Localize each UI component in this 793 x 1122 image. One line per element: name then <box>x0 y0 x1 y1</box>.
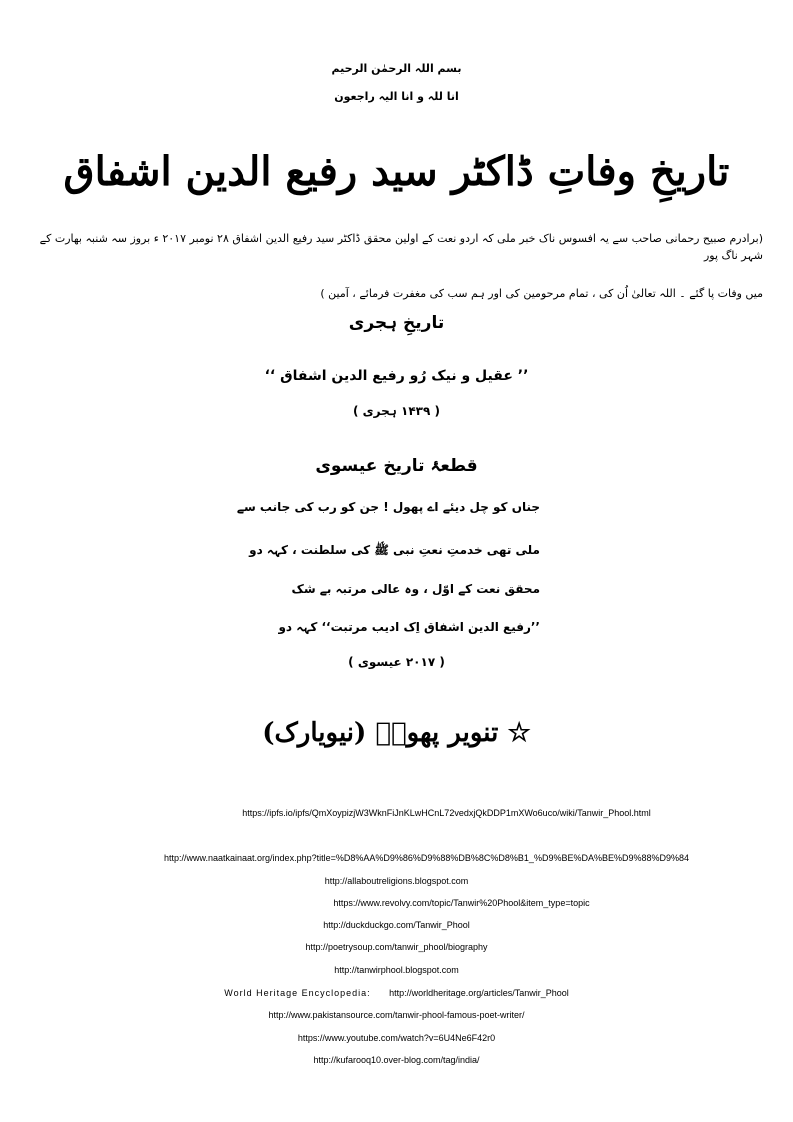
link-overblog[interactable]: http://kufarooq10.over-blog.com/tag/india/ <box>313 1055 480 1065</box>
world-heritage-label: World Heritage Encyclopedia: <box>224 988 371 998</box>
bismillah: بسم اللہ الرحمٰن الرحیم <box>331 62 462 75</box>
poem-line-3: محقق نعت کے اوّل ، وہ عالی مرتبہ بے شک <box>291 582 540 596</box>
poem-line-2: ملی تھی خدمتِ نعتِ نبی ﷺ کی سلطنت ، کہہ دو <box>249 543 540 557</box>
eesvi-heading: قطعۂ تاریخ عیسوی <box>315 456 478 476</box>
eesvi-year: ( ۲۰۱۷ عیسوی ) <box>348 655 445 669</box>
link-revolvy[interactable]: https://www.revolvy.com/topic/Tanwir%20Phool&item_type=topic <box>333 898 590 908</box>
link-youtube[interactable]: https://www.youtube.com/watch?v=6U4Ne6F42r0 <box>297 1033 496 1043</box>
link-blogspot[interactable]: http://tanwirphool.blogspot.com <box>334 965 459 975</box>
inna-lillah: انا للہ و انا الیہ راجعون <box>334 90 459 103</box>
link-poetrysoup[interactable]: http://poetrysoup.com/tanwir_phool/biography <box>305 942 488 952</box>
link-pakistansource[interactable]: http://www.pakistansource.com/tanwir-phool-famous-poet-writer/ <box>268 1010 525 1020</box>
page-title: تاریخِ وفاتِ ڈاکٹر سید رفیع الدین اشفاق <box>63 148 730 195</box>
link-duckduckgo[interactable]: http://duckduckgo.com/Tanwir_Phool <box>323 920 470 930</box>
hijri-heading: تاریخِ ہجری <box>348 313 445 333</box>
hijri-verse: ’’ عقیل و نیک رُو رفیع الدین اشفاق ‘‘ <box>264 368 529 384</box>
link-ipfs[interactable]: https://ipfs.io/ipfs/QmXoypizjW3WknFiJnKLwHCnL72vedxjQkDDP1mXWo6uco/wiki/Tanwir_Phool.html <box>242 808 651 818</box>
intro-line-1: (برادرم صبیح رحمانی صاحب سے یہ افسوس ناک خبر ملی کہ اردو نعت کے اولین محقق ڈاکٹر سید رفیع الدین اشفاق ۲۸ نومبر ۲۰۱۷ ء بروز سہ شنبہ بھارت کے شہر ناگ پور <box>39 232 763 262</box>
poem-line-4: ’’رفیع الدین اشفاق اِک ادیب مرتبت‘‘ کہہ دو <box>278 620 540 634</box>
link-naatkainaat[interactable]: http://www.naatkainaat.org/index.php?title=%D8%AA%D9%86%D9%88%DB%8C%D8%B1_%D9%BE%DA%BE%D9%88%D9%84 <box>163 853 690 863</box>
poem-line-1: جناں کو چل دیئے اے پھول ! جن کو رب کی جانب سے <box>236 500 540 514</box>
intro-line-2: میں وفات پا گئے ۔ اللہ تعالیٰ اُن کی ، تمام مرحومین کی اور ہم سب کی مغفرت فرمائے ، آمین ) <box>320 287 763 300</box>
hijri-year: ( ۱۴۳۹ ہجری ) <box>353 404 440 418</box>
poet-signature: ☆ تنویر پھولؔ (نیویارک) <box>262 718 531 748</box>
link-worldheritage[interactable]: http://worldheritage.org/articles/Tanwir_Phool <box>389 988 569 998</box>
world-heritage-row <box>0 988 793 998</box>
link-allaboutreligions[interactable]: http://allaboutreligions.blogspot.com <box>324 876 469 886</box>
